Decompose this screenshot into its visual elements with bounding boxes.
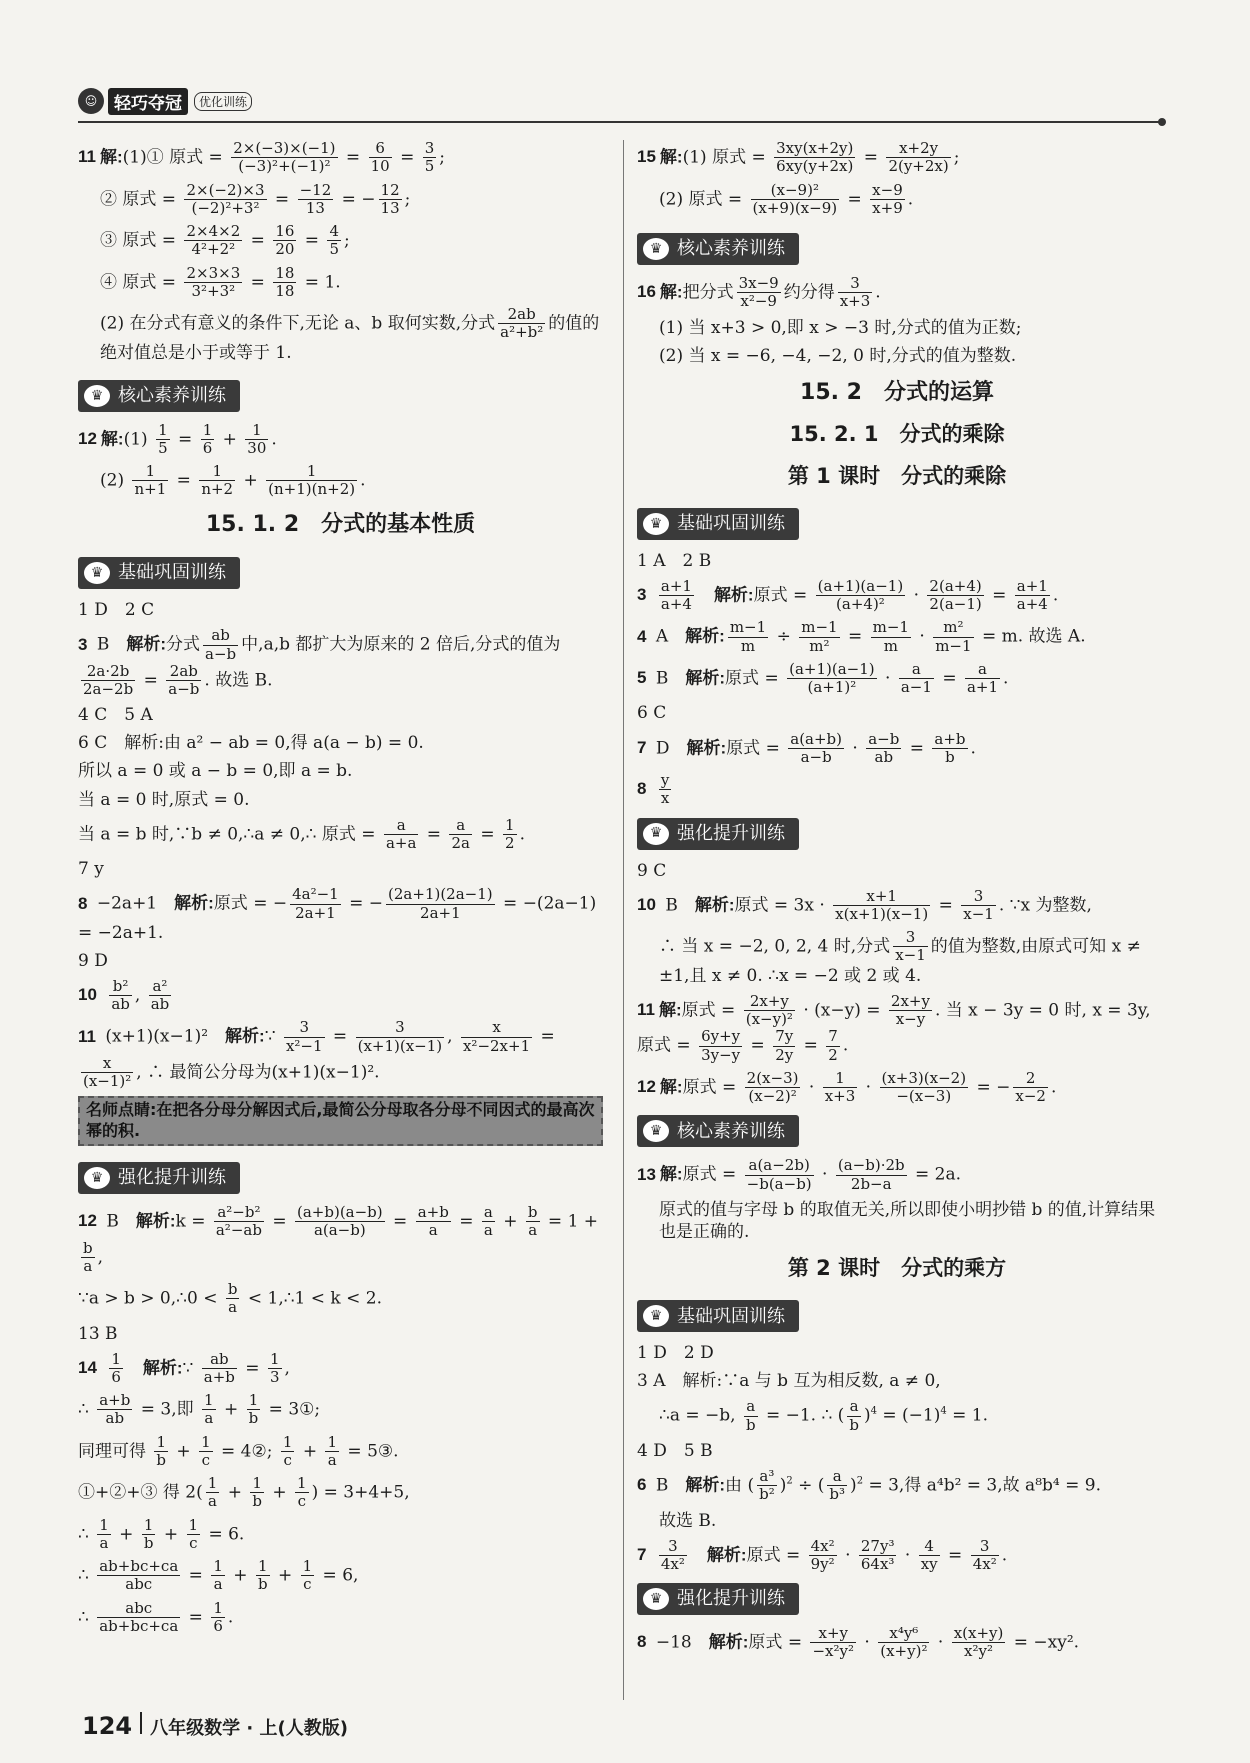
answer-12b: 12 B 解析:k = $\frac{\text{a²−b²}}{\text{a²−ab}}$ = $\frac{(a+b)(a-b)}{a(a-b)}$ = $\frac{a+b}{a}$ = $\frac{a}{a}$ + $\frac{b}{a}$ = 1 + $\frac{b}{a}$ , (78, 1203, 599, 1275)
answer-6-b: 所以 a = 0 或 a − b = 0,即 a = b. (78, 761, 353, 782)
answer-16-1: (1) 当 x+3 > 0,即 x > −3 时,分式的值为正数; (659, 317, 1022, 338)
title-lesson-1: 第 1 课时 分式的乘除 (787, 463, 1007, 488)
answer-13: 13 B (78, 1323, 118, 1344)
brand-title: 轻巧夺冠 (108, 88, 188, 115)
answer-11-2: ② 原式 = $\frac{2\times(-2)\times 3}{\text{(−2)²+3²}}$ = $\frac{-12}{13}$ = − $\frac{12}{13}$ ; (100, 180, 411, 217)
teacher-tip: 名师点睛:在把各分母分解因式后,最简公分母取各分母不同因式的最高次幂的积. (78, 1096, 603, 1146)
answer-r-10: 10 B 解析:原式 = 3x · $\frac{x+1}{x(x+1)(x-1)}$ = $\frac{3}{x-1}$ . ∵x 为整数, (637, 886, 1092, 923)
answer-11: 11 (x+1)(x−1)² 解析:∵ $\frac{3}{\text{x²−1}}$ = $\frac{3}{(x+1)(x-1)}$ , $\frac{x}{\text{x²−2x+1}}$ = $\frac{x}{\text{(x−1)²}}$ , ∴ 最简公分母为(x+1)(x−1)². (78, 1018, 555, 1091)
crown-icon: ♛ (84, 562, 110, 584)
section-core-literacy-r2: ♛ 核心素养训练 (637, 1115, 799, 1147)
answer-r2-1-2: 1 D 2 D (637, 1343, 714, 1364)
answer-r2-4-5: 4 D 5 B (637, 1440, 713, 1461)
crown-icon: ♛ (643, 513, 669, 535)
answer-r2-3: 3 A 解析:∵a 与 b 互为相反数, a ≠ 0, (637, 1371, 941, 1392)
right-column (637, 140, 1157, 1667)
answer-r-6: 6 C (637, 703, 667, 724)
answer-14-6: ∴ $\frac{ab+bc+ca}{\text{abc}}$ = $\frac{1}{a}$ + $\frac{1}{b}$ + $\frac{1}{c}$ = 6, (78, 1557, 359, 1594)
title-15-2-1: 15. 2. 1 分式的乘除 (789, 422, 1005, 447)
section-basic-training: ♛ 基础巩固训练 (78, 557, 240, 589)
answer-r-12: 12 解:原式 = $\frac{2(x-3)}{\text{(x−2)²}}$ · $\frac{1}{x+3}$ · $\frac{(x+3)(x-2)}{-(x-3)}$ = − $\frac{2}{x-2}$ . (637, 1068, 1057, 1105)
answer-12b-2: ∵a > b > 0,∴0 < $\frac{b}{a}$ < 1,∴1 < k < 2. (78, 1280, 382, 1317)
answer-14-3: 同理可得 $\frac{1}{b}$ + $\frac{1}{c}$ = 4②; $\frac{1}{c}$ + $\frac{1}{a}$ = 5③. (78, 1432, 399, 1469)
page-number: 124 (82, 1712, 133, 1740)
answer-r-13-2: 原式的值与字母 b 的取值无关,所以即使小明抄错 b 的值,计算结果也是正确的. (659, 1199, 1156, 1242)
answer-14-7: ∴ $\frac{\text{abc}}{ab+bc+ca}$ = $\frac{1}{6}$ . (78, 1598, 234, 1635)
answer-14: 14 $\frac{1}{6}$ 解析:∵ $\frac{ab}{a+b}$ = $\frac{1}{3}$ , (78, 1349, 290, 1386)
answer-14-2: ∴ $\frac{a+b}{ab}$ = 3,即 $\frac{1}{a}$ + $\frac{1}{b}$ = 3①; (78, 1391, 321, 1428)
answer-6-d: 当 a = b 时,∵b ≠ 0,∴a ≠ 0,∴ 原式 = $\frac{a}{a+a}$ = $\frac{a}{2a}$ = $\frac{1}{2}$ . (78, 815, 525, 852)
section-core-literacy: ♛ 核心素养训练 (78, 380, 240, 412)
crown-icon: ♛ (84, 385, 110, 407)
answer-r2-6: 6 B 解析:由 ( $\frac{\text{a³}}{\text{b²}}$ )$^2$ ÷ ( $\frac{a}{\text{b³}}$ )$^2$ = 3,得 a⁴b² = 3,故 a⁸b⁴ = 9. (637, 1467, 1101, 1504)
answer-r2-8: 8 −18 解析:原式 = $\frac{x+y}{\text{−x²y²}}$ · $\frac{\text{x⁴y⁶}}{\text{(x+y)²}}$ · $\frac{x(x+y)}{\text{x²y²}}$ = −xy². (637, 1624, 1080, 1661)
answer-10: 10 $\frac{\text{b²}}{ab}$ , $\frac{\text{a²}}{ab}$ (78, 976, 170, 1014)
answer-11-3: ③ 原式 = $\frac{2\times 4\times 2}{\text{4²+2²}}$ = $\frac{16}{20}$ = $\frac{4}{5}$ ; (100, 222, 350, 259)
answer-15-1: 15 解:(1) 原式 = $\frac{3xy(x+2y)}{6xy(y+2x)}$ = $\frac{x+2y}{2(y+2x)}$ ; (637, 139, 960, 176)
section-advanced-training: ♛ 强化提升训练 (78, 1162, 240, 1194)
section-basic-training-r2: ♛ 基础巩固训练 (637, 1300, 799, 1332)
answer-r2-3b: ∴a = −b, $\frac{a}{b}$ = −1. ∴ ( $\frac{a}{b}$ )$^4 = (-1)^4 = 1$. (659, 1397, 988, 1434)
answer-6-a: 6 C 解析:由 a² − ab = 0,得 a(a − b) = 0. (78, 733, 424, 754)
crown-icon: ♛ (84, 1167, 110, 1189)
answer-12-1: 12 解:(1) $\frac{1}{5}$ = $\frac{1}{6}$ + $\frac{1}{30}$ . (78, 420, 277, 457)
answer-r-5: 5 B 解析:原式 = $\frac{(a+1)(a-1)}{\text{(a+1)²}}$ · $\frac{a}{a-1}$ = $\frac{a}{a+1}$ . (637, 659, 1009, 697)
answer-r-8: 8 $\frac{y}{x}$ (637, 771, 670, 808)
left-column (78, 140, 603, 1641)
section-core-literacy-r1: ♛ 核心素养训练 (637, 233, 799, 265)
rule-dot (1158, 118, 1166, 126)
book-title: 八年级数学 · 上(人教版) (150, 1718, 348, 1739)
answer-r2-6b: 故选 B. (659, 1510, 717, 1531)
section-advanced-training-r2: ♛ 强化提升训练 (637, 1583, 799, 1615)
answer-14-4: ①+②+③ 得 2( $\frac{1}{a}$ + $\frac{1}{b}$ + $\frac{1}{c}$ ) = 3+4+5, (78, 1474, 410, 1511)
answer-11-5: (2) 在分式有意义的条件下,无论 a、b 取何实数,分式 $\frac{2ab}{\text{a²+b²}}$ 的值的绝对值总是小于或等于 1. (100, 305, 600, 363)
crown-icon: ♛ (643, 823, 669, 845)
answer-r-3: 3 $\frac{a+1}{a+4}$ 解析:原式 = $\frac{(a+1)(a-1)}{\text{(a+4)²}}$ · $\frac{2(a+4)}{2(a-1)}$ = $\frac{a+1}{a+4}$ . (637, 576, 1059, 614)
answer-6-c: 当 a = 0 时,原式 = 0. (78, 789, 250, 810)
crown-icon: ♛ (643, 1305, 669, 1327)
answer-16-2: (2) 当 x = −6, −4, −2, 0 时,分式的值为整数. (659, 345, 1017, 366)
answer-r-11: 11 解:原式 = $\frac{2x+y}{\text{(x−y)²}}$ · (x−y) = $\frac{2x+y}{x-y}$ . 当 x − 3y = 0 时, x = 3y, 原式 = $\frac{6y+y}{3y-y}$ = $\frac{7y}{2y}$ = $\frac{7}{2}$ . (637, 991, 1151, 1064)
answer-15-2: (2) 原式 = $\frac{\text{(x−9)²}}{(x+9)(x-9)}$ = $\frac{x-9}{x+9}$ . (659, 180, 914, 217)
answer-r-13: 13 解:原式 = $\frac{a(a-2b)}{-b(a-b)}$ · $\frac{(a-b)\cdot 2b}{2b-a}$ = 2a. (637, 1156, 962, 1193)
owl-logo-icon: ☺ (78, 88, 104, 114)
answer-11-1: 11 解:(1)① 原式 = $\frac{2\times(-3)\times(-1)}{\text{(−3)²+(−1)²}}$ = $\frac{6}{10}$ = $\frac{3}{5}$ ; (78, 139, 446, 176)
answer-9: 9 D (78, 950, 108, 971)
answer-11-4: ④ 原式 = $\frac{2\times 3\times 3}{\text{3²+3²}}$ = $\frac{18}{18}$ = 1. (100, 263, 341, 300)
section-basic-training-r1: ♛ 基础巩固训练 (637, 508, 799, 540)
answer-1-2: 1 D 2 C (78, 600, 155, 621)
answer-r-9: 9 C (637, 860, 667, 881)
answer-7: 7 y (78, 859, 104, 880)
page-footer (82, 1712, 348, 1740)
answer-r-4: 4 A 解析: $\frac{m-1}{m}$ ÷ $\frac{m-1}{\text{m²}}$ = $\frac{m-1}{m}$ · $\frac{\text{m²}}{m-1}$ = m. 故选 A. (637, 618, 1086, 655)
answer-12-2: (2) $\frac{1}{n+1}$ = $\frac{1}{n+2}$ + $\frac{1}{(n+1)(n+2)}$ . (100, 462, 366, 499)
section-advanced-training-r1: ♛ 强化提升训练 (637, 818, 799, 850)
answer-r2-7: 7 $\frac{3}{\text{4x²}}$ 解析:原式 = $\frac{\text{4x²}}{\text{9y²}}$ · $\frac{\text{27y³}}{\text{64x³}}$ · $\frac{4}{xy}$ = $\frac{3}{\text{4x²}}$ . (637, 1536, 1008, 1573)
crown-icon: ♛ (643, 1120, 669, 1142)
answer-3: 3 B 解析:分式 $\frac{ab}{a-b}$ 中,a,b 都扩大为原来的 2 倍后,分式的值为 $\frac{2a\cdot 2b}{2a-2b}$ = $\frac{2ab}{a-b}$ . 故选 B. (78, 626, 561, 699)
header-rule (78, 121, 1160, 123)
title-lesson-2: 第 2 课时 分式的乘方 (787, 1255, 1007, 1280)
answer-r-1-2: 1 A 2 B (637, 550, 712, 571)
title-15-1-2: 15. 1. 2 分式的基本性质 (205, 511, 476, 537)
answer-8: 8 −2a+1 解析:原式 = − $\frac{\text{4a²−1}}{2a+1}$ = − $\frac{(2a+1)(2a-1)}{2a+1}$ = −(2a−1) = −2a+1. (78, 885, 597, 943)
title-15-2: 15. 2 分式的运算 (800, 379, 994, 405)
header (78, 86, 252, 116)
answer-4-5: 4 C 5 A (78, 705, 153, 726)
answer-r-7: 7 D 解析:原式 = $\frac{a(a+b)}{a-b}$ · $\frac{a-b}{ab}$ = $\frac{a+b}{b}$ . (637, 729, 976, 766)
answer-14-5: ∴ $\frac{1}{a}$ + $\frac{1}{b}$ + $\frac{1}{c}$ = 6. (78, 1515, 245, 1552)
brand-subtitle: 优化训练 (194, 92, 252, 111)
answer-16: 16 解:把分式 $\frac{3x-9}{\text{x²−9}}$ 约分得 $\frac{3}{x+3}$ . (637, 274, 881, 311)
column-divider (623, 140, 624, 1700)
footer-separator (140, 1712, 142, 1734)
answer-r-10-2: ∴ 当 x = −2, 0, 2, 4 时,分式 $\frac{3}{x-1}$ 的值为整数,由原式可知 x ≠ ±1,且 x ≠ 0. ∴x = −2 或 2 或 4. (659, 928, 1141, 986)
crown-icon: ♛ (643, 238, 669, 260)
crown-icon: ♛ (643, 1588, 669, 1610)
